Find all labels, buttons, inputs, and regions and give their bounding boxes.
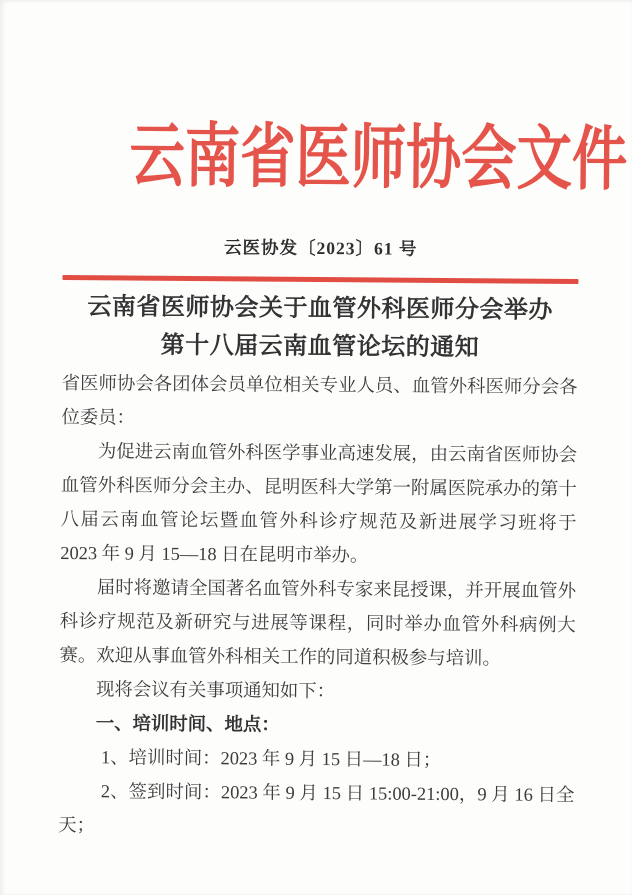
document-title — [62, 288, 579, 368]
document-body — [58, 366, 578, 846]
document-content — [58, 0, 628, 846]
document-title-line2: 第十八届云南血管论坛的通知 — [160, 332, 480, 362]
item-training-time: 1、培训时间：2023 年 9 月 15 日—18 日； — [100, 747, 442, 770]
document-masthead — [63, 118, 628, 200]
document-masthead-text: 云南省医师协会文件 — [129, 118, 628, 200]
intro-paragraph: 为促进云南血管外科医学事业高速发展，由云南省医师协会血管外科医师分会主办、昆明医科大学第一附属医院承办的第十八届云南血管论坛暨血管外科诊疗规范及新进展学习班将于 2023 年 9 月 15—18 日在昆明市举办。 — [60, 441, 578, 566]
salutation-paragraph: 省医师协会各团体会员单位相关专业人员、血管外科医师分会各位委员： — [61, 372, 578, 428]
item-checkin-time: 2、签到时间：2023 年 9 月 15 日 15:00-21:00，9 月 16 日全天； — [58, 781, 575, 836]
document-number: 云医协发〔2023〕61 号 — [223, 237, 418, 259]
invitation-paragraph: 届时将邀请全国著名血管外科专家来昆授课，并开展血管外科诊疗规范及新研究与进展等课程，同时举办血管外科病例大赛。欢迎从事血管外科相关工作的同道积极参与培训。 — [59, 577, 577, 669]
notice-lead-paragraph: 现将会议有关事项通知如下： — [95, 679, 336, 702]
red-separator-rule — [62, 275, 578, 284]
section-heading-training-time-place: 一、培训时间、地点： — [95, 713, 280, 735]
document-title-line1: 云南省医师协会关于血管外科医师分会举办 — [87, 294, 554, 324]
